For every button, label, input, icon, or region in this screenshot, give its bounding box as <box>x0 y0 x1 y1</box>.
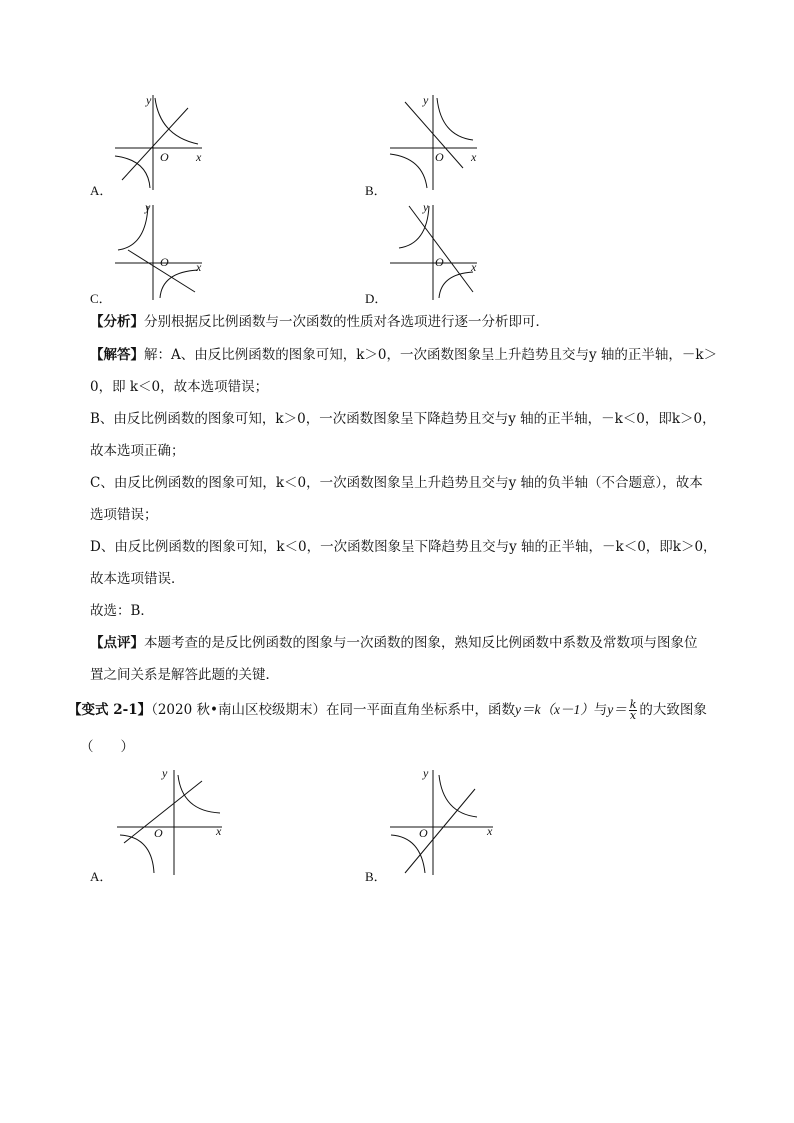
origin-label: O <box>160 150 169 164</box>
fraction-denominator: x <box>629 709 637 722</box>
y-axis-label: y <box>423 766 429 780</box>
origin-label: O <box>435 255 444 269</box>
analysis-paragraph <box>90 312 549 332</box>
x-axis-label: x <box>216 824 222 838</box>
y-axis-label: y <box>146 93 152 107</box>
graph-option-a <box>110 90 210 195</box>
x-axis-label: x <box>471 260 477 274</box>
graph-option-b <box>385 90 485 195</box>
option-a-label[interactable]: A． <box>90 183 113 198</box>
solution-line-2: 0，即 k＜0，故本选项错误； <box>90 379 269 395</box>
solution-line-6: 选项错误； <box>90 507 158 523</box>
solution-line-4: 故本选项正确； <box>90 443 185 459</box>
solution-answer: 故选：B． <box>90 603 154 619</box>
graph-option-d <box>385 200 485 305</box>
x-axis-label: x <box>471 150 477 164</box>
option-c-label[interactable]: C． <box>90 291 112 306</box>
y-axis-label: y <box>423 93 429 107</box>
variant-func1: y＝k（x－1） <box>514 702 594 717</box>
variant-tag: 【变式 2-1】 <box>68 702 152 718</box>
variant-question <box>68 700 707 721</box>
analysis-tag: 【分析】 <box>90 314 144 330</box>
y-axis-label: y <box>423 200 429 214</box>
solution-line-1 <box>90 345 717 365</box>
option-b-label[interactable]: B． <box>365 183 387 198</box>
comment-text-1: 本题考查的是反比例函数的图象与一次函数的图象，熟知反比例函数中系数及常数项与图象位 <box>144 635 698 651</box>
analysis-text: 分别根据反比例函数与一次函数的性质对各选项进行逐一分析即可． <box>144 314 549 330</box>
variant-connector: 与 <box>593 702 608 718</box>
option-d-label[interactable]: D． <box>365 291 388 306</box>
variant-text-before: （2020 秋•南山区校级期末）在同一平面直角坐标系中，函数 <box>151 702 515 718</box>
solution-tag: 【解答】 <box>90 347 144 363</box>
variant-func2-lhs: y＝ <box>607 702 627 717</box>
comment-tag: 【点评】 <box>90 635 144 651</box>
graph-option-c <box>110 200 210 305</box>
y-axis-label: y <box>162 766 168 780</box>
comment-line-2: 置之间关系是解答此题的关键． <box>90 667 279 683</box>
variant-answer-blank[interactable]: （ ） <box>80 739 134 755</box>
origin-label: O <box>419 826 428 840</box>
x-axis-label: x <box>196 260 202 274</box>
variant-fraction <box>629 700 638 721</box>
origin-label: O <box>435 150 444 164</box>
origin-label: O <box>160 255 169 269</box>
fraction-numerator: k <box>629 698 637 711</box>
comment-line-1 <box>90 633 698 653</box>
graph-option-b-2 <box>385 765 500 880</box>
option-b-2-label[interactable]: B． <box>365 869 387 884</box>
solution-text-1: 解：A、由反比例函数的图象可知，k＞0，一次函数图象呈上升趋势且交与y 轴的正半轴，－k＞ <box>144 347 718 363</box>
x-axis-label: x <box>487 824 493 838</box>
option-a-2-label[interactable]: A． <box>90 869 113 884</box>
solution-line-7: D、由反比例函数的图象可知，k＜0，一次函数图象呈下降趋势且交与y 轴的正半轴，－k＜0，即k＞0， <box>90 539 717 555</box>
solution-line-8: 故本选项错误． <box>90 571 185 587</box>
y-axis-label: y <box>145 200 151 214</box>
graph-option-a-2 <box>112 765 227 880</box>
variant-text-after: 的大致图象 <box>639 702 707 718</box>
x-axis-label: x <box>196 150 202 164</box>
solution-line-5: C、由反比例函数的图象可知，k＜0，一次函数图象呈上升趋势且交与y 轴的负半轴（不合题意），故本 <box>90 475 703 491</box>
origin-label: O <box>154 826 163 840</box>
solution-line-3: B、由反比例函数的图象可知，k＞0，一次函数图象呈下降趋势且交与y 轴的正半轴，－k＜0，即k＞0， <box>90 411 716 427</box>
